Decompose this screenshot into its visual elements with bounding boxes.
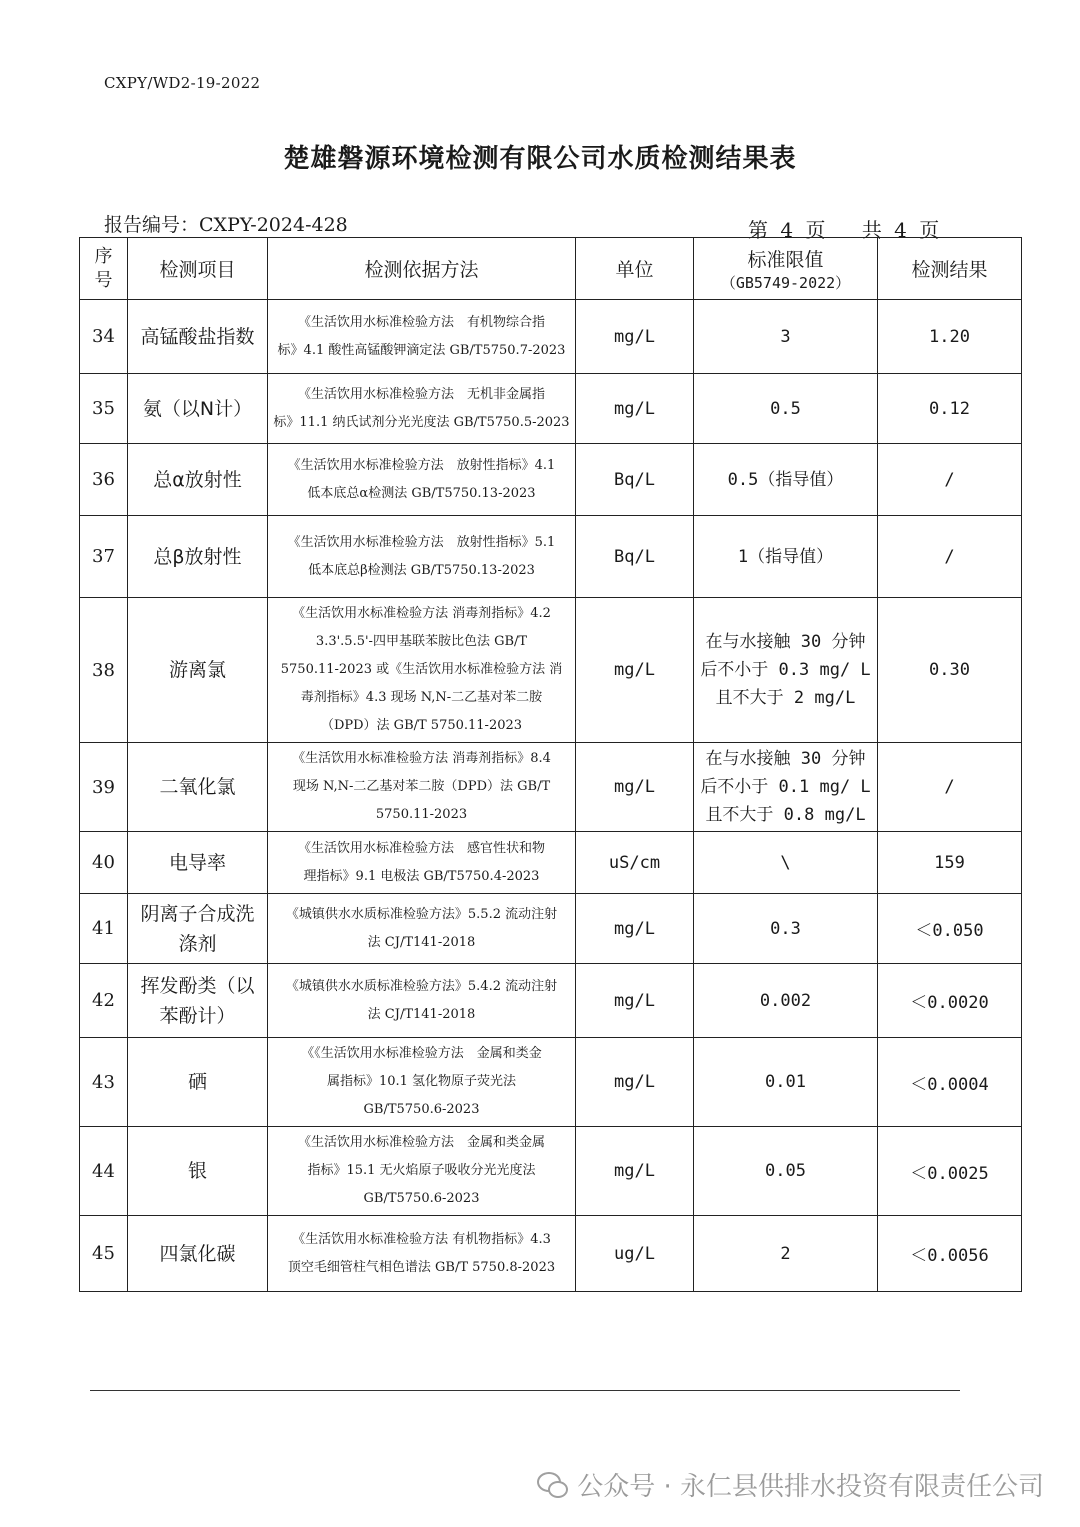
row-limit-line: 0.5（指导值） bbox=[727, 469, 844, 490]
row-item bbox=[128, 964, 268, 1038]
row-item-line: 电导率 bbox=[168, 851, 226, 874]
header-unit: 单位 bbox=[576, 238, 694, 300]
row-seq: 37 bbox=[80, 516, 128, 598]
table-row bbox=[80, 300, 1022, 374]
row-seq: 36 bbox=[80, 444, 128, 516]
header-seq-line: 号 bbox=[94, 269, 113, 291]
row-item-line: 总α放射性 bbox=[153, 468, 242, 491]
row-limit bbox=[694, 894, 878, 964]
row-unit: Bq/L bbox=[576, 444, 694, 516]
row-unit: mg/L bbox=[576, 374, 694, 444]
row-method bbox=[268, 516, 576, 598]
row-method-line: 5750.11-2023 或《生活饮用水标准检验方法 消 bbox=[280, 662, 563, 677]
row-limit bbox=[694, 743, 878, 832]
row-unit: mg/L bbox=[576, 1127, 694, 1216]
page-word: 页 bbox=[805, 218, 826, 242]
row-item-line: 阴离子合成洗 bbox=[140, 902, 255, 925]
row-method bbox=[268, 743, 576, 832]
row-method bbox=[268, 894, 576, 964]
row-method-line: 标》4.1 酸性高锰酸钾滴定法 GB/T5750.7-2023 bbox=[277, 342, 566, 358]
row-limit bbox=[694, 598, 878, 743]
report-number: 报告编号：CXPY-2024-428 bbox=[104, 214, 348, 236]
row-result: ＜0.0004 bbox=[878, 1038, 1022, 1127]
row-result: ＜0.0025 bbox=[878, 1127, 1022, 1216]
row-unit: mg/L bbox=[576, 598, 694, 743]
row-method bbox=[268, 444, 576, 516]
table-row bbox=[80, 1038, 1022, 1127]
row-method-line: 理指标》9.1 电极法 GB/T5750.4-2023 bbox=[303, 868, 540, 884]
row-result: ＜0.0020 bbox=[878, 964, 1022, 1038]
row-result: 159 bbox=[878, 832, 1022, 894]
row-limit bbox=[694, 1038, 878, 1127]
row-method bbox=[268, 374, 576, 444]
row-limit-line: 0.01 bbox=[765, 1072, 806, 1092]
row-method-line: 指标》15.1 无火焰原子吸收分光光度法 bbox=[307, 1163, 536, 1178]
row-method-line: 《生活饮用水标准检验方法 感官性状和物 bbox=[297, 840, 545, 856]
row-limit bbox=[694, 444, 878, 516]
table-row bbox=[80, 516, 1022, 598]
row-method-line: 3.3'.5.5'-四甲基联苯胺比色法 GB/T bbox=[315, 634, 528, 649]
row-unit: Bq/L bbox=[576, 516, 694, 598]
row-method-line: 5750.11-2023 bbox=[375, 807, 468, 822]
row-unit: mg/L bbox=[576, 964, 694, 1038]
results-table bbox=[79, 237, 1022, 1292]
row-item bbox=[128, 1038, 268, 1127]
row-item bbox=[128, 300, 268, 374]
row-method-line: 顶空毛细管柱气相色谱法 GB/T 5750.8-2023 bbox=[287, 1259, 556, 1275]
row-result: ＜0.0056 bbox=[878, 1216, 1022, 1292]
row-item-line: 高锰酸盐指数 bbox=[140, 325, 255, 348]
header-item: 检测项目 bbox=[128, 238, 268, 300]
row-method-line: 属指标》10.1 氢化物原子荧光法 bbox=[326, 1074, 517, 1089]
row-method-line: 《生活饮用水标准检验方法 放射性指标》4.1 bbox=[287, 457, 556, 473]
row-limit-line: 3 bbox=[780, 326, 791, 347]
row-method-line: 《生活饮用水标准检验方法 有机物综合指 bbox=[297, 314, 545, 330]
row-method-line: 《生活饮用水标准检验方法 消毒剂指标》8.4 bbox=[292, 751, 551, 766]
row-item bbox=[128, 743, 268, 832]
row-limit-line: \ bbox=[780, 852, 791, 873]
row-limit bbox=[694, 1127, 878, 1216]
row-result: 0.30 bbox=[878, 598, 1022, 743]
table-row bbox=[80, 1127, 1022, 1216]
row-method-line: 《城镇供水水质标准检验方法》5.4.2 流动注射 bbox=[285, 978, 558, 994]
row-limit-line: 0.5 bbox=[770, 398, 801, 419]
row-method-line: （DPD）法 GB/T 5750.11-2023 bbox=[320, 718, 523, 733]
row-method-line: 低本底总β检测法 GB/T5750.13-2023 bbox=[308, 562, 535, 578]
row-method-line: 低本底总α检测法 GB/T5750.13-2023 bbox=[307, 485, 536, 501]
table-row bbox=[80, 1216, 1022, 1292]
row-unit: uS/cm bbox=[576, 832, 694, 894]
row-item-line: 银 bbox=[187, 1160, 207, 1182]
row-method-line: 《《生活饮用水标准检验方法 金属和类金 bbox=[301, 1046, 542, 1061]
row-item-line: 硒 bbox=[187, 1071, 207, 1093]
row-item-line: 总β放射性 bbox=[153, 545, 242, 568]
row-seq: 42 bbox=[80, 964, 128, 1038]
page-total-prefix: 共 bbox=[861, 218, 882, 242]
row-limit bbox=[694, 964, 878, 1038]
footer-rule bbox=[90, 1390, 960, 1391]
watermark-text: 公众号 · 永仁县供排水投资有限责任公司 bbox=[577, 1472, 1044, 1502]
row-limit-line: 0.002 bbox=[759, 990, 812, 1011]
row-item-line: 游离氯 bbox=[168, 659, 226, 681]
table-row bbox=[80, 964, 1022, 1038]
row-item-line: 苯酚计） bbox=[159, 1004, 236, 1027]
table-row bbox=[80, 598, 1022, 743]
row-method bbox=[268, 300, 576, 374]
table-header-row bbox=[80, 238, 1022, 300]
row-limit-line: 0.05 bbox=[765, 1161, 806, 1181]
row-result: 1.20 bbox=[878, 300, 1022, 374]
table-row bbox=[80, 743, 1022, 832]
row-item-line: 涤剂 bbox=[178, 932, 217, 955]
row-seq: 43 bbox=[80, 1038, 128, 1127]
row-method-line: 《城镇供水水质标准检验方法》5.5.2 流动注射 bbox=[285, 906, 558, 922]
row-method-line: 法 CJ/T141-2018 bbox=[367, 1006, 476, 1022]
row-item bbox=[128, 1127, 268, 1216]
row-limit-line: 后不小于 0.1 mg/ L bbox=[700, 777, 871, 797]
row-limit bbox=[694, 516, 878, 598]
page-total: 4 bbox=[894, 218, 907, 242]
header-seq bbox=[80, 238, 128, 300]
row-seq: 39 bbox=[80, 743, 128, 832]
document-title: 楚雄磐源环境检测有限公司水质检测结果表 bbox=[283, 144, 797, 174]
row-result: / bbox=[878, 444, 1022, 516]
row-method-line: 《生活饮用水标准检验方法 放射性指标》5.1 bbox=[287, 534, 556, 550]
table-row bbox=[80, 374, 1022, 444]
row-unit: mg/L bbox=[576, 1038, 694, 1127]
row-unit: ug/L bbox=[576, 1216, 694, 1292]
row-method-line: 毒剂指标》4.3 现场 N,N-二乙基对苯二胺 bbox=[300, 690, 543, 705]
row-method bbox=[268, 1127, 576, 1216]
row-method bbox=[268, 964, 576, 1038]
row-method-line: GB/T5750.6-2023 bbox=[363, 1191, 480, 1206]
header-limit-label: 标准限值 bbox=[747, 248, 824, 271]
row-method-line: 《生活饮用水标准检验方法 有机物指标》4.3 bbox=[292, 1231, 551, 1247]
row-limit-line: 在与水接触 30 分钟 bbox=[705, 749, 866, 769]
row-limit-line: 后不小于 0.3 mg/ L bbox=[700, 660, 871, 680]
row-seq: 35 bbox=[80, 374, 128, 444]
row-item-line: 氨（以N计） bbox=[142, 397, 253, 420]
row-method-line: 《生活饮用水标准检验方法 金属和类金属 bbox=[297, 1135, 545, 1150]
row-method bbox=[268, 1216, 576, 1292]
row-item bbox=[128, 598, 268, 743]
row-unit: mg/L bbox=[576, 894, 694, 964]
row-method-line: 《生活饮用水标准检验方法 消毒剂指标》4.2 bbox=[292, 606, 551, 621]
row-result: 0.12 bbox=[878, 374, 1022, 444]
row-item bbox=[128, 444, 268, 516]
page-total-word: 页 bbox=[919, 218, 940, 242]
row-item-line: 四氯化碳 bbox=[159, 1242, 236, 1265]
page-current: 4 bbox=[780, 218, 794, 242]
row-limit-line: 且不大于 2 mg/L bbox=[715, 688, 856, 708]
table-row bbox=[80, 832, 1022, 894]
row-item-line: 二氧化氯 bbox=[159, 776, 236, 798]
row-item bbox=[128, 516, 268, 598]
table-row bbox=[80, 444, 1022, 516]
row-seq: 40 bbox=[80, 832, 128, 894]
header-limit-standard: （GB5749-2022） bbox=[720, 273, 851, 292]
row-method bbox=[268, 598, 576, 743]
row-seq: 34 bbox=[80, 300, 128, 374]
header-seq-line: 序 bbox=[94, 245, 113, 267]
row-seq: 41 bbox=[80, 894, 128, 964]
row-seq: 38 bbox=[80, 598, 128, 743]
watermark bbox=[537, 1466, 1044, 1503]
row-seq: 45 bbox=[80, 1216, 128, 1292]
header-method: 检测依据方法 bbox=[268, 238, 576, 300]
row-method-line: 《生活饮用水标准检验方法 无机非金属指 bbox=[297, 386, 545, 402]
row-method bbox=[268, 1038, 576, 1127]
row-unit: mg/L bbox=[576, 743, 694, 832]
document-code: CXPY/WD2-19-2022 bbox=[104, 74, 261, 92]
row-limit-line: 且不大于 0.8 mg/L bbox=[705, 805, 866, 825]
row-method-line: 现场 N,N-二乙基对苯二胺（DPD）法 GB/T bbox=[292, 779, 551, 794]
header-result: 检测结果 bbox=[878, 238, 1022, 300]
header-limit bbox=[694, 238, 878, 300]
row-seq: 44 bbox=[80, 1127, 128, 1216]
row-limit bbox=[694, 832, 878, 894]
row-result: / bbox=[878, 743, 1022, 832]
row-limit bbox=[694, 300, 878, 374]
row-method bbox=[268, 832, 576, 894]
row-item bbox=[128, 374, 268, 444]
row-item bbox=[128, 894, 268, 964]
row-method-line: 法 CJ/T141-2018 bbox=[367, 934, 476, 950]
row-method-line: 标》11.1 纳氏试剂分光光度法 GB/T5750.5-2023 bbox=[273, 414, 570, 430]
row-limit-line: 2 bbox=[780, 1243, 791, 1264]
row-item-line: 挥发酚类（以 bbox=[140, 974, 255, 997]
row-limit bbox=[694, 1216, 878, 1292]
row-item bbox=[128, 832, 268, 894]
page-prefix: 第 bbox=[748, 218, 768, 242]
row-result: / bbox=[878, 516, 1022, 598]
row-limit-line: 1（指导值） bbox=[737, 546, 834, 567]
row-unit: mg/L bbox=[576, 300, 694, 374]
table-row bbox=[80, 894, 1022, 964]
wechat-icon bbox=[537, 1472, 567, 1498]
row-limit-line: 在与水接触 30 分钟 bbox=[705, 632, 866, 652]
row-result: ＜0.050 bbox=[878, 894, 1022, 964]
row-item bbox=[128, 1216, 268, 1292]
row-limit bbox=[694, 374, 878, 444]
row-limit-line: 0.3 bbox=[770, 918, 801, 939]
row-method-line: GB/T5750.6-2023 bbox=[363, 1102, 480, 1117]
